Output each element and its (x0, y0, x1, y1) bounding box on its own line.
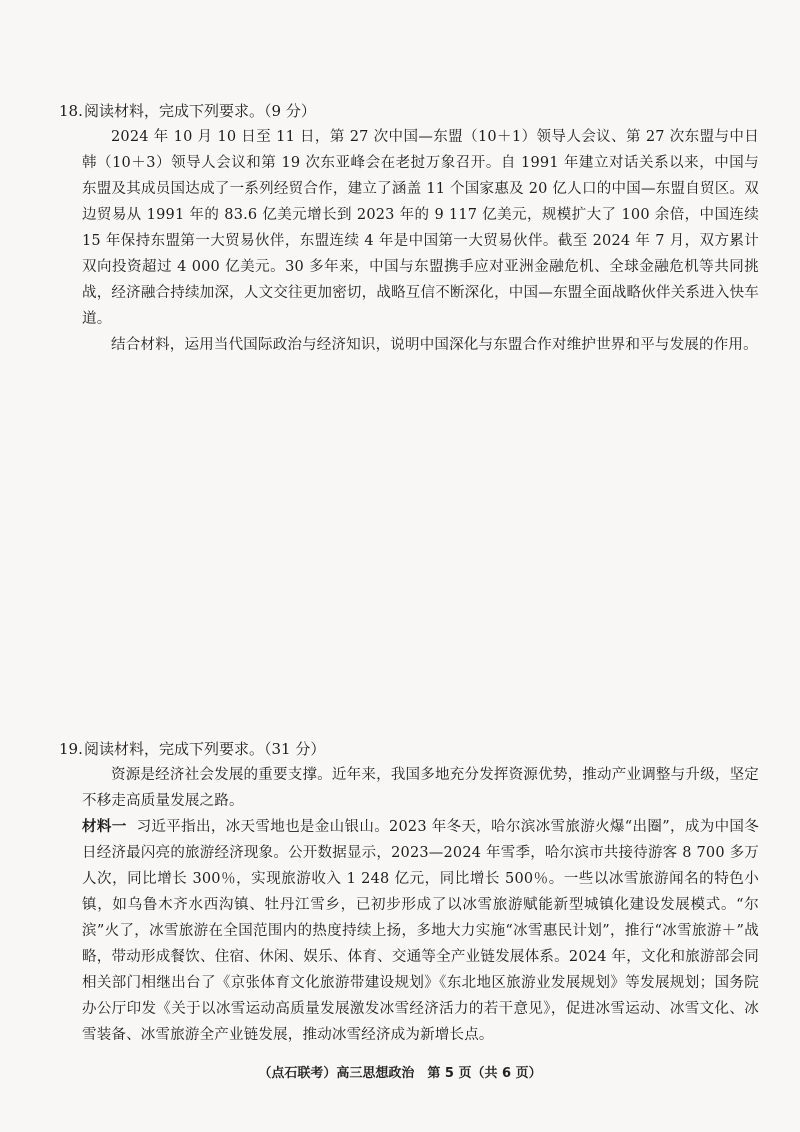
question-18-instruction: 阅读材料，完成下列要求。（9 分） (84, 102, 316, 120)
question-19-instruction: 阅读材料，完成下列要求。（31 分） (84, 740, 326, 758)
question-18 (59, 98, 759, 358)
question-19 (59, 736, 759, 1048)
question-18-task: 结合材料，运用当代国际政治与经济知识，说明中国深化与东盟合作对维护世界和平与发展的作用。 (111, 337, 758, 353)
question-18-material: 2024 年 10 月 10 日至 11 日，第 27 次中国—东盟（10＋1）领导人会议、第 27 次东盟与中日韩（10＋3）领导人会议和第 19 次东亚峰会在老挝万象召开。自 1991 年建立对话关系以来，中国与东盟及其成员国达成了一系列经贸合作，建立了涵盖 11 个国家惠及 20 亿人口的中国—东盟自贸区。双边贸易从 1991 年的 83.6 亿美元增长到 2023 年的 9 117 亿美元，规模扩大了 100 余倍，中国连续 15 年保持东盟第一大贸易伙伴，东盟连续 4 年是中国第一大贸易伙伴。截至 2024 年 7 月，双方累计双向投资超过 4 000 亿美元。30 多年来，中国与东盟携手应对亚洲金融危机、全球金融危机等共同挑战，经济融合持续加深，人文交往更加密切，战略互信不断深化，中国—东盟全面战略伙伴关系进入快车道。 (82, 129, 759, 327)
question-19-heading (59, 736, 759, 762)
question-19-intro: 资源是经济社会发展的重要支撑。近年来，我国多地充分发挥资源优势，推动产业调整与升级，坚定不移走高质量发展之路。 (82, 767, 759, 809)
question-19-number: 19. (59, 740, 83, 758)
question-18-number: 18. (59, 102, 83, 120)
question-18-heading (59, 98, 759, 124)
material-1-label: 材料一 (82, 819, 127, 835)
question-19-material-1 (82, 814, 759, 1048)
page-footer: （点石联考）高三思想政治 第 5 页（共 6 页） (258, 1066, 542, 1081)
material-1-text: 习近平指出，冰天雪地也是金山银山。2023 年冬天，哈尔滨冰雪旅游火爆“出圈”，成为中国冬日经济最闪亮的旅游经济现象。公开数据显示，2023—2024 年雪季，哈尔滨市共接待游客 8 700 多万人次，同比增长 300％，实现旅游收入 1 248 亿元，同比增长 500％。一些以冰雪旅游闻名的特色小镇，如乌鲁木齐水西沟镇、牡丹江雪乡，已初步形成了以冰雪旅游赋能新型城镇化建设发展模式。“尔滨”火了，冰雪旅游在全国范围内的热度持续上扬，多地大力实施“冰雪惠民计划”，推行“冰雪旅游＋”战略，带动形成餐饮、住宿、休闲、娱乐、体育、交通等全产业链发展体系。2024 年，文化和旅游部会同相关部门相继出台了《京张体育文化旅游带建设规划》《东北地区旅游业发展规划》等发展规划；国务院办公厅印发《关于以冰雪运动高质量发展激发冰雪经济活力的若干意见》，促进冰雪运动、冰雪文化、冰雪装备、冰雪旅游全产业链发展，推动冰雪经济成为新增长点。 (82, 819, 759, 1043)
